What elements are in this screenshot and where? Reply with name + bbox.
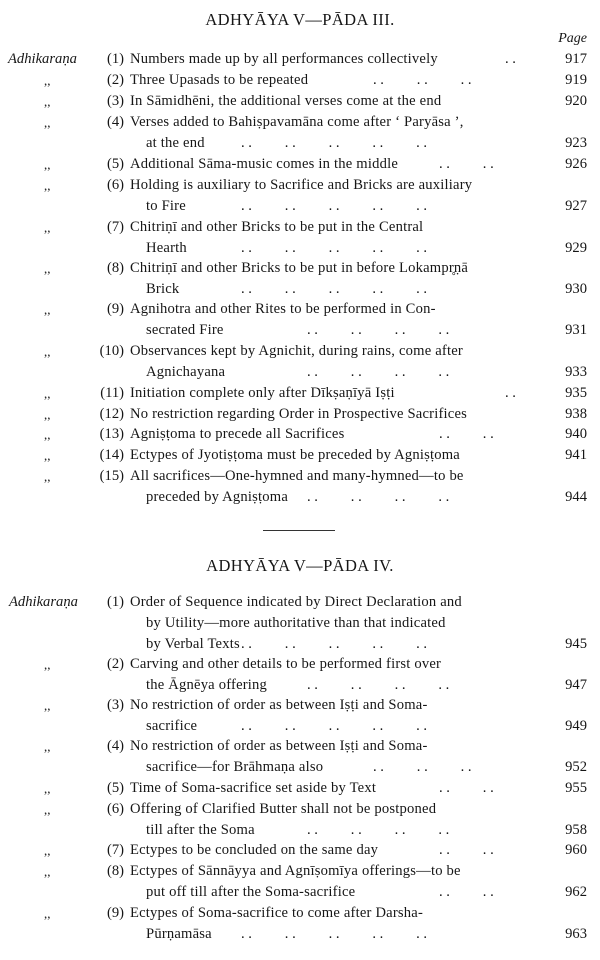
entry-number: (7) (106, 219, 124, 235)
leader-dots: . . (505, 385, 516, 401)
toc-entry (0, 404, 600, 425)
entry-number: (4) (106, 738, 124, 754)
entry-number: (10) (99, 343, 124, 359)
entry-text-line: Agnihotra and other Rites to be performed in Con- (130, 301, 436, 317)
section1-title: ADHYĀYA V—PĀDA III. (205, 10, 395, 29)
page-number: 935 (565, 385, 587, 401)
section-divider (263, 530, 335, 531)
entry-number: (6) (106, 801, 124, 817)
toc-entry (0, 217, 600, 259)
entry-text-line: Verses added to Bahiṣpavamāna come after ‘ Paryāsa ’, (130, 114, 464, 130)
toc-entry (0, 258, 600, 300)
page-number: 933 (565, 363, 587, 380)
toc-entry (0, 903, 600, 945)
leader-dots: . . . . . . (373, 758, 472, 775)
leader-dots: . . . . . . . . . . (241, 239, 428, 256)
entry-text-line: Ectypes to be concluded on the same day (130, 842, 379, 858)
ditto-mark: ,, (44, 781, 51, 796)
entry-number: (8) (106, 260, 124, 276)
page-column-header: Page (558, 31, 587, 46)
toc-entry (0, 112, 600, 154)
entry-text-line: Brick (146, 280, 180, 297)
entry-number: (6) (106, 177, 124, 193)
page-number: 963 (565, 925, 587, 942)
entry-number: (9) (106, 905, 124, 921)
ditto-mark: ,, (44, 302, 51, 317)
ditto-mark: ,, (44, 802, 51, 817)
ditto-mark: ,, (44, 73, 51, 88)
ditto-mark: ,, (44, 448, 51, 463)
entry-text-line: No restriction of order as between Iṣṭi and Soma- (130, 738, 428, 754)
entry-text-line: Chitriṇī and other Bricks to be put in the Central (130, 219, 424, 235)
adhikarana-label: Adhikaraṇa (9, 594, 78, 610)
leader-dots: . . . . . . . . . . (241, 280, 428, 297)
toc-entry (0, 445, 600, 466)
entry-number: (4) (106, 114, 124, 130)
page-number: 944 (565, 488, 587, 505)
toc-entry (0, 799, 600, 841)
entry-text-line: In Sāmidhēni, the additional verses come at the end (130, 93, 442, 109)
page-number: 952 (565, 758, 587, 775)
toc-entry (0, 299, 600, 341)
entry-text-line: All sacrifices—One-hymned and many-hymned—to be (130, 468, 464, 484)
toc-entry (0, 592, 600, 654)
entry-text-line: No restriction regarding Order in Prospective Sacrifices (130, 406, 468, 422)
leader-dots: . . . . . . . . . . (241, 134, 428, 151)
page-number: 958 (565, 821, 587, 838)
page-number: 941 (565, 447, 587, 463)
entry-number: (13) (99, 426, 124, 442)
toc-entry (0, 383, 600, 404)
page-number: 926 (565, 156, 587, 172)
toc-entry (0, 91, 600, 112)
leader-dots: . . . . (439, 842, 494, 858)
ditto-mark: ,, (44, 906, 51, 921)
leader-dots: . . . . . . . . (307, 488, 450, 505)
toc-entry (0, 175, 600, 217)
entry-number: (9) (106, 301, 124, 317)
entry-text-line: sacrifice—for Brāhmaṇa also (146, 758, 324, 775)
page-number: 949 (565, 717, 587, 734)
page-number: 919 (565, 72, 587, 88)
entry-text-line: Agniṣṭoma to precede all Sacrifices (130, 426, 345, 442)
page-number: 955 (565, 780, 587, 796)
entry-number: (2) (106, 656, 124, 672)
entry-number: (3) (106, 93, 124, 109)
entry-text-line: Carving and other details to be performed first over (130, 656, 442, 672)
entry-text-line: to Fire (146, 197, 186, 214)
toc-entry (0, 654, 600, 696)
entry-text-line: Hearth (146, 239, 187, 256)
entry-number: (1) (106, 594, 124, 610)
ditto-mark: ,, (44, 698, 51, 713)
entry-text-line: Chitriṇī and other Bricks to be put in before Lokampr̥ṇā (130, 260, 469, 276)
ditto-mark: ,, (44, 427, 51, 442)
toc-entry (0, 154, 600, 175)
page-number: 917 (565, 51, 587, 67)
toc-entry (0, 424, 600, 445)
toc-entry (0, 861, 600, 903)
entry-text-line: by Utility—more authoritative than that indicated (146, 614, 446, 631)
leader-dots: . . . . (439, 426, 494, 442)
entry-text-line: Observances kept by Agnichit, during rains, come after (130, 343, 463, 359)
ditto-mark: ,, (44, 261, 51, 276)
page-number: 929 (565, 239, 587, 256)
page-number: 931 (565, 321, 587, 338)
toc-entry (0, 70, 600, 91)
ditto-mark: ,, (44, 739, 51, 754)
ditto-mark: ,, (44, 843, 51, 858)
entry-text-line: Numbers made up by all performances collectively (130, 51, 438, 67)
entry-text-line: Holding is auxiliary to Sacrifice and Bricks are auxiliary (130, 177, 473, 193)
entry-number: (1) (106, 51, 124, 67)
leader-dots: . . . . . . (373, 72, 472, 88)
page-number: 920 (565, 93, 587, 109)
toc-entry (0, 736, 600, 778)
page-number: 960 (565, 842, 587, 858)
entry-text-line: the Āgnēya offering (146, 676, 268, 693)
leader-dots: . . . . (439, 883, 494, 900)
toc-entry (0, 778, 600, 799)
entry-number: (5) (106, 780, 124, 796)
page-number: 947 (565, 676, 587, 693)
page-number: 940 (565, 426, 587, 442)
entry-number: (14) (99, 447, 124, 463)
page-number: 938 (565, 406, 587, 422)
leader-dots: . . . . (439, 780, 494, 796)
entry-text-line: Additional Sāma-music comes in the middle (130, 156, 399, 172)
ditto-mark: ,, (44, 864, 51, 879)
leader-dots: . . . . (439, 156, 494, 172)
toc-entry (0, 466, 600, 508)
entry-number: (12) (99, 406, 124, 422)
page-number: 923 (565, 134, 587, 151)
entry-text-line: Time of Soma-sacrifice set aside by Text (130, 780, 377, 796)
leader-dots: . . . . . . . . (307, 321, 450, 338)
ditto-mark: ,, (44, 115, 51, 130)
ditto-mark: ,, (44, 407, 51, 422)
entry-text-line: Three Upasads to be repeated (130, 72, 309, 88)
ditto-mark: ,, (44, 157, 51, 172)
page-number: 962 (565, 883, 587, 900)
ditto-mark: ,, (44, 94, 51, 109)
entry-number: (3) (106, 697, 124, 713)
toc-entry (0, 695, 600, 737)
entry-text-line: Order of Sequence indicated by Direct Declaration and (130, 594, 462, 610)
toc-entry (0, 840, 600, 861)
entry-text-line: secrated Fire (146, 321, 224, 338)
entry-text-line: Ectypes of Sānnāyya and Agnīṣomīya offerings—to be (130, 863, 461, 879)
entry-text-line: Initiation complete only after Dīkṣaṇīyā Iṣṭi (130, 385, 395, 401)
ditto-mark: ,, (44, 344, 51, 359)
entry-text-line: at the end (146, 134, 205, 151)
entry-text-line: Pūrṇamāsa (146, 925, 212, 942)
page-number: 945 (565, 635, 587, 652)
entry-text-line: Ectypes of Jyotiṣṭoma must be preceded by Agniṣṭoma (130, 447, 460, 463)
leader-dots: . . . . . . . . (307, 676, 450, 693)
entry-text-line: put off till after the Soma-sacrifice (146, 883, 356, 900)
toc-entry (0, 49, 600, 70)
page-number: 927 (565, 197, 587, 214)
entry-number: (7) (106, 842, 124, 858)
toc-entry (0, 341, 600, 383)
entry-text-line: preceded by Agniṣṭoma (146, 488, 288, 505)
ditto-mark: ,, (44, 178, 51, 193)
leader-dots: . . . . . . . . . . (241, 197, 428, 214)
page-number: 930 (565, 280, 587, 297)
entry-text-line: No restriction of order as between Iṣṭi and Soma- (130, 697, 428, 713)
entry-number: (11) (100, 385, 124, 401)
entry-text-line: Agnichayana (146, 363, 226, 380)
ditto-mark: ,, (44, 386, 51, 401)
entry-number: (8) (106, 863, 124, 879)
entry-text-line: Offering of Clarified Butter shall not be postponed (130, 801, 437, 817)
leader-dots: . . . . . . . . . . (241, 925, 428, 942)
entry-text-line: sacrifice (146, 717, 198, 734)
ditto-mark: ,, (44, 657, 51, 672)
entry-number: (5) (106, 156, 124, 172)
ditto-mark: ,, (44, 220, 51, 235)
entry-text-line: till after the Soma (146, 821, 255, 838)
adhikarana-label: Adhikaraṇa (8, 51, 77, 67)
entry-text-line: by Verbal Texts (146, 635, 240, 652)
entry-number: (2) (106, 72, 124, 88)
leader-dots: . . . . . . . . (307, 363, 450, 380)
leader-dots: . . . . . . . . . . (241, 717, 428, 734)
leader-dots: . . (505, 51, 516, 67)
ditto-mark: ,, (44, 469, 51, 484)
section2-title: ADHYĀYA V—PĀDA IV. (206, 556, 394, 575)
leader-dots: . . . . . . . . . . (241, 635, 428, 652)
entry-text-line: Ectypes of Soma-sacrifice to come after Darsha- (130, 905, 424, 921)
leader-dots: . . . . . . . . (307, 821, 450, 838)
entry-number: (15) (99, 468, 124, 484)
